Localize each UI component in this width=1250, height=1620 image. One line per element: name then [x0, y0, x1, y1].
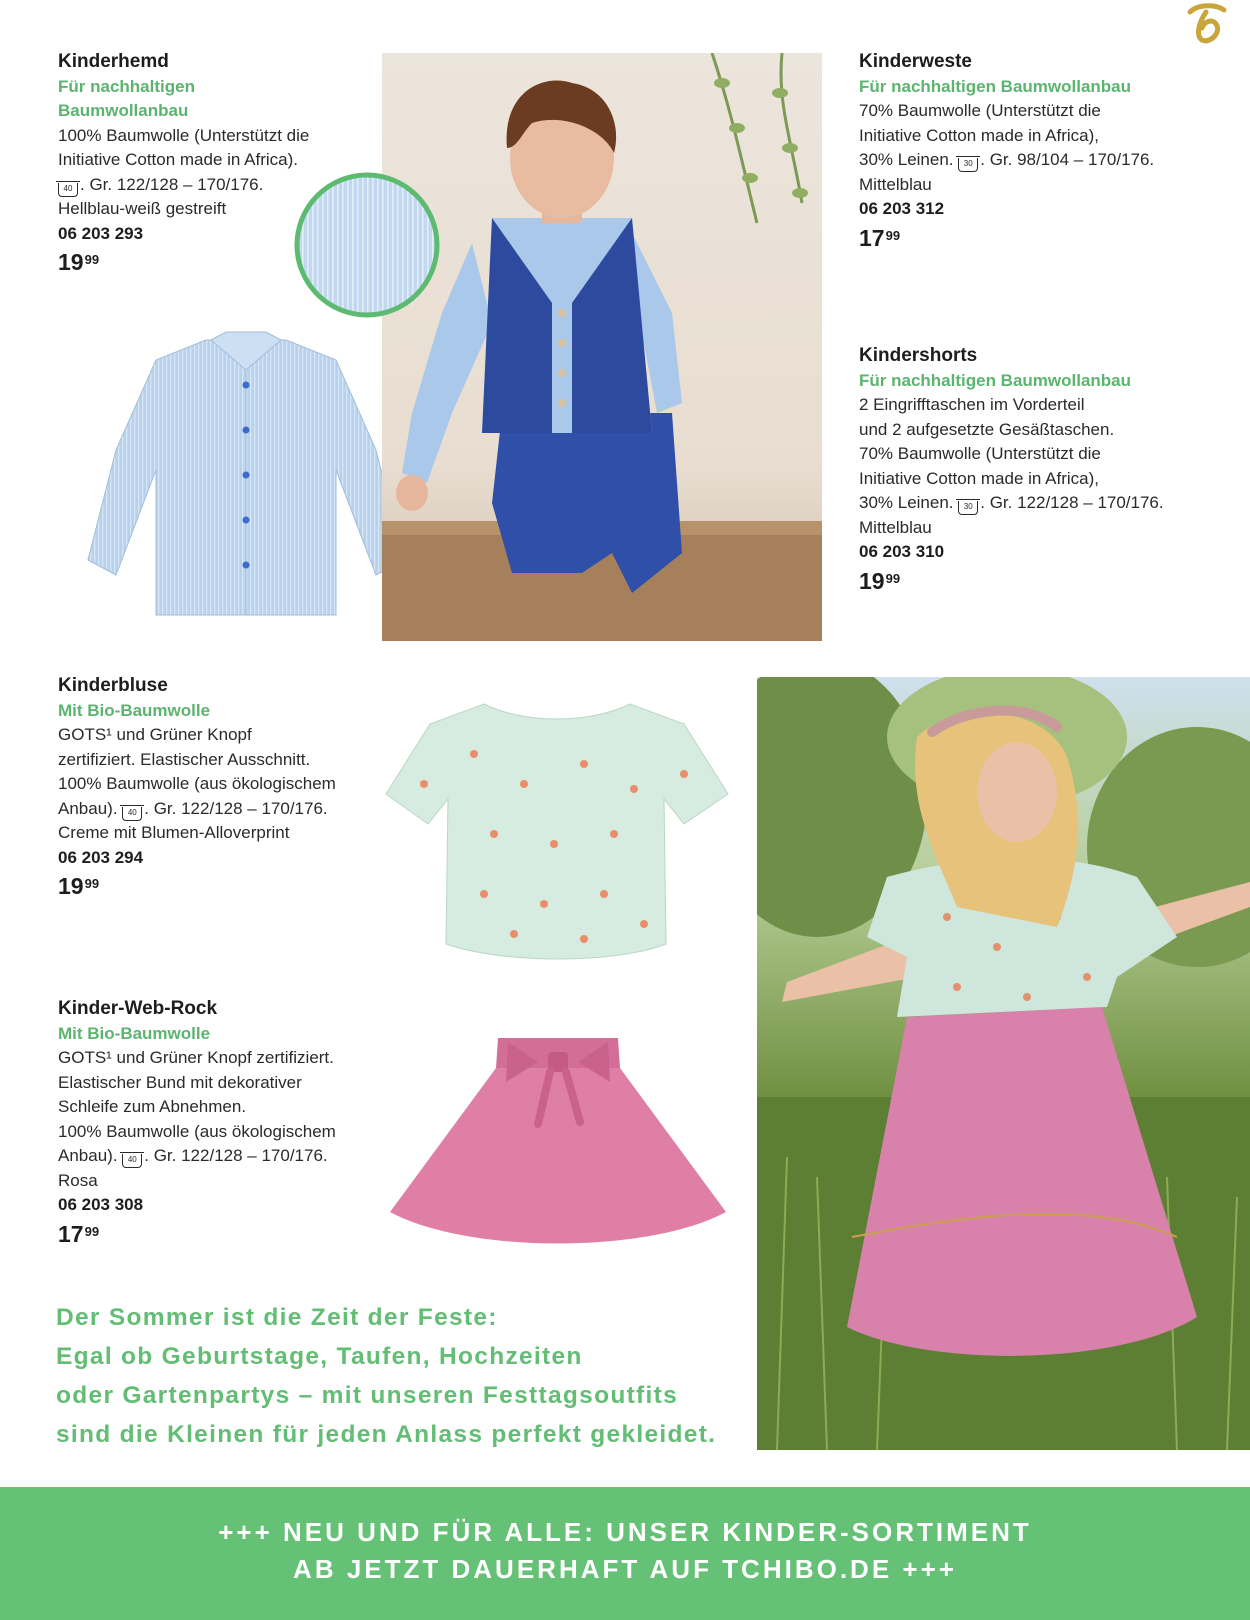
product-desc: 100% Baumwolle (aus ökologischem — [58, 774, 336, 793]
product-name: Kinderbluse — [58, 675, 168, 696]
product-size: . Gr. 98/104 – 170/176. — [980, 150, 1155, 169]
product-price: $17^{99}$ — [58, 1220, 100, 1247]
product-name: Kinderhemd — [58, 51, 169, 72]
product-desc: GOTS¹ und Grüner Knopf — [58, 725, 252, 744]
product-material: 30% Leinen. — [859, 150, 959, 169]
product-price: $19^{99}$ — [58, 873, 100, 899]
wash-40-icon: 40 — [122, 1154, 142, 1168]
product-kinder-web-rock — [58, 997, 388, 1246]
product-claim: Für nachhaltigen Baumwollanbau — [859, 76, 1132, 96]
banner-line: AB JETZT DAUERHAFT AUF TCHIBO.DE +++ — [293, 1554, 957, 1584]
product-name: Kinderweste — [859, 51, 972, 72]
product-material: Anbau). — [58, 798, 123, 818]
product-price: $19^{99}$ — [859, 567, 901, 594]
product-desc: Initiative Cotton made in Africa), — [859, 468, 1100, 488]
product-name: Kinder-Web-Rock — [58, 998, 218, 1019]
product-desc: Elastischer Bund mit dekorativer — [58, 1072, 302, 1092]
product-color: Creme mit Blumen-Alloverprint — [58, 823, 290, 842]
product-desc: 70% Baumwolle (Unterstützt die — [859, 444, 1101, 463]
fabric-detail-circle — [292, 170, 442, 320]
promo-banner — [0, 1487, 1250, 1620]
product-article-number: 06 203 293 — [58, 223, 144, 243]
product-desc: 2 Eingrifftaschen im Vorderteil — [859, 395, 1085, 414]
tagline-line: oder Gartenpartys – mit unseren Festtagsoutfits — [56, 1382, 679, 1409]
product-color: Mittelblau — [859, 517, 932, 537]
wash-30-icon: 30 — [958, 158, 978, 172]
product-desc: Schleife zum Abnehmen. — [58, 1097, 247, 1116]
tagline-line: Der Sommer ist die Zeit der Feste: — [56, 1304, 498, 1331]
product-color: Rosa — [58, 1170, 98, 1190]
product-desc: zertifiziert. Elastischer Ausschnitt. — [58, 749, 311, 769]
product-material: Anbau). — [58, 1146, 123, 1165]
product-material: 30% Leinen. — [859, 493, 959, 512]
skirt-product-image — [388, 1034, 728, 1254]
wash-30-icon: 30 — [958, 501, 978, 515]
product-desc: Initiative Cotton made in Africa). — [58, 150, 299, 169]
product-claim: Für nachhaltigen — [58, 76, 195, 96]
tagline-line: sind die Kleinen für jeden Anlass perfekt gekleidet. — [56, 1421, 717, 1448]
wash-40-icon: 40 — [122, 807, 142, 821]
product-size: . Gr. 122/128 – 170/176. — [80, 174, 264, 194]
wash-40-icon: 40 — [58, 183, 78, 197]
product-claim: Baumwollanbau — [58, 101, 189, 120]
blouse-product-image — [384, 694, 730, 974]
product-claim: Mit Bio-Baumwolle — [58, 1023, 211, 1043]
product-price: $19^{99}$ — [58, 249, 100, 275]
product-desc: 70% Baumwolle (Unterstützt die — [859, 101, 1101, 120]
product-desc: 100% Baumwolle (Unterstützt die — [58, 125, 310, 145]
product-name: Kindershorts — [859, 345, 978, 366]
product-desc: GOTS¹ und Grüner Knopf zertifiziert. — [58, 1048, 334, 1067]
product-desc: Initiative Cotton made in Africa), — [859, 125, 1100, 145]
boy-outfit-photo — [382, 53, 822, 641]
product-article-number: 06 203 312 — [859, 199, 945, 218]
product-size: . Gr. 122/128 – 170/176. — [144, 1146, 328, 1165]
product-color: Mittelblau — [859, 174, 932, 194]
product-kinderbluse — [58, 674, 378, 899]
product-article-number: 06 203 310 — [859, 542, 945, 561]
tchibo-logo-icon — [1184, 2, 1230, 44]
girl-outfit-photo — [757, 677, 1250, 1450]
summer-tagline — [56, 1298, 716, 1454]
product-kindershorts — [859, 344, 1209, 593]
product-price: $17^{99}$ — [859, 224, 901, 251]
banner-line: +++ NEU UND FÜR ALLE: UNSER KINDER-SORTIMENT — [218, 1517, 1032, 1547]
shirt-product-image — [86, 330, 406, 620]
tagline-line: Egal ob Geburtstage, Taufen, Hochzeiten — [56, 1343, 583, 1370]
product-claim: Mit Bio-Baumwolle — [58, 700, 211, 720]
product-desc: 100% Baumwolle (aus ökologischem — [58, 1121, 336, 1141]
product-color: Hellblau-weiß gestreift — [58, 199, 227, 218]
product-claim: Für nachhaltigen Baumwollanbau — [859, 370, 1132, 390]
product-article-number: 06 203 308 — [58, 1195, 144, 1214]
product-size: . Gr. 122/128 – 170/176. — [980, 493, 1164, 512]
product-article-number: 06 203 294 — [58, 847, 144, 867]
product-kinderweste — [859, 50, 1199, 250]
product-desc: und 2 aufgesetzte Gesäßtaschen. — [859, 419, 1115, 439]
product-size: . Gr. 122/128 – 170/176. — [144, 798, 328, 818]
